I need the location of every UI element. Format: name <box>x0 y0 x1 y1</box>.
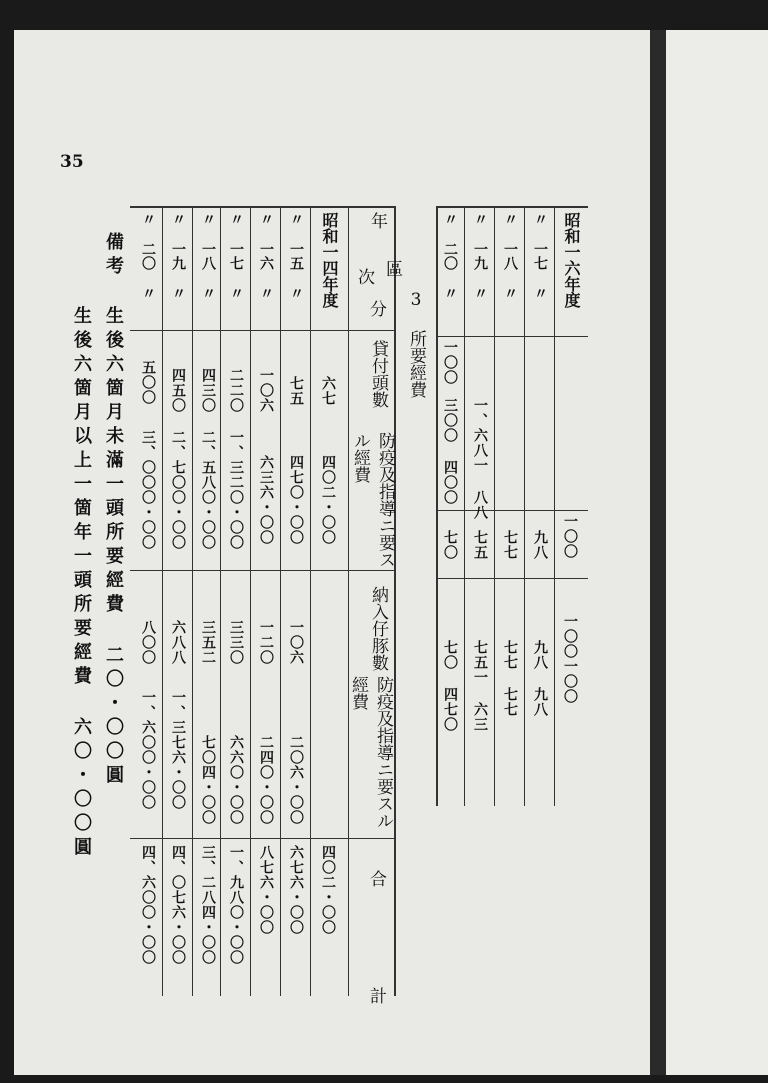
lower-cell: 六六〇・〇〇 <box>228 735 244 825</box>
lower-row-year: 〃 一六 〃 <box>258 212 274 300</box>
lower-cell: 一、三二〇・〇〇 <box>228 430 244 550</box>
lower-cell: 六八八 <box>170 620 186 665</box>
notes-line-2: 生後六箇月以上一箇年一頭所要經費 六〇・〇〇圓 <box>71 306 92 861</box>
lower-cell: 一、三七六・〇〇 <box>170 690 186 810</box>
upper-row-year: 〃 二〇 〃 <box>442 212 458 300</box>
lower-cell: 八〇〇 <box>140 620 156 665</box>
lower-cell: 一、六〇〇・〇〇 <box>140 690 156 810</box>
adjacent-page-edge <box>650 30 768 1075</box>
lower-cell: 一〇六 <box>288 620 304 665</box>
lower-cell: 一〇六 <box>258 368 274 413</box>
upper-row-year: 〃 一九 〃 <box>472 212 488 300</box>
upper-cell: 一〇〇 <box>562 514 578 559</box>
upper-row-year: 〃 一八 〃 <box>502 212 518 300</box>
lower-cell: 二四〇・〇〇 <box>258 735 274 825</box>
lower-row-year: 昭和一四年度 <box>320 212 339 308</box>
lower-cell: 三三〇 <box>228 620 244 665</box>
lower-cell: 三、〇〇〇・〇〇 <box>140 430 156 550</box>
lower-row-year: 〃 二〇 〃 <box>140 212 156 300</box>
notes-line-1: 生後六箇月未滿一頭所要經費 二〇・〇〇圓 <box>103 306 124 789</box>
lower-cell: 八七六・〇〇 <box>258 845 274 935</box>
lower-cell: 二〇六・〇〇 <box>288 735 304 825</box>
upper-cell: 三〇〇 四〇〇 <box>442 398 458 505</box>
lower-cell: 四、六〇〇・〇〇 <box>140 845 156 965</box>
upper-cell: 七七 七七 <box>502 640 518 717</box>
header-corner-bottom: 次 <box>354 268 374 285</box>
lower-cell: 四三〇 <box>200 368 216 413</box>
lower-cell: 二二〇 <box>228 368 244 413</box>
header-corner-mid: 區 <box>382 260 402 277</box>
lower-cell: 七五 <box>288 376 304 406</box>
lower-cell: 六七 <box>320 376 336 406</box>
upper-cell: 七〇 <box>442 530 458 560</box>
lower-cell: 一、九八〇・〇〇 <box>228 845 244 965</box>
lower-cell: 七〇四・〇〇 <box>200 735 216 825</box>
upper-cell: 七七 <box>502 530 518 560</box>
upper-cell: 九八 <box>532 530 548 560</box>
lower-cell: 二、五八〇・〇〇 <box>200 430 216 550</box>
lower-cell: 四五〇 <box>170 368 186 413</box>
upper-row-year: 〃 一七 〃 <box>532 212 548 300</box>
lower-cell: 六三六・〇〇 <box>258 455 274 545</box>
upper-cell: 一〇〇 <box>442 340 458 385</box>
upper-cell: 一〇〇一〇〇 <box>562 614 578 704</box>
lower-cell: 四、〇七六・〇〇 <box>170 845 186 965</box>
upper-cell: 七五一 六三 <box>472 640 488 732</box>
upper-cell: 九八 九八 <box>532 640 548 717</box>
upper-cell: 七〇 四七〇 <box>442 640 458 732</box>
header-corner-top: 年 <box>367 212 387 229</box>
lower-cell: 一二〇 <box>258 620 274 665</box>
lower-row-year: 〃 一八 〃 <box>200 212 216 300</box>
header-col: 納入仔豚數 <box>368 586 388 671</box>
lower-cell: 六七六・〇〇 <box>288 845 304 935</box>
lower-cell: 三、二八四・〇〇 <box>200 845 216 965</box>
lower-cell: 三五二 <box>200 620 216 665</box>
header-corner-right: 分 <box>366 300 386 317</box>
upper-row-year: 昭和一六年度 <box>562 212 581 308</box>
lower-cell: 五〇〇 <box>140 360 156 405</box>
lower-row-year: 〃 一九 〃 <box>170 212 186 300</box>
lower-cell: 四七〇・〇〇 <box>288 455 304 545</box>
page-number: 35 <box>60 152 84 172</box>
header-col: 貸付頭數 <box>368 340 388 408</box>
header-col: 防疫及指導ニ要スル經費 <box>350 432 395 568</box>
section-title: 3 所要經費 <box>406 290 426 398</box>
upper-cell: 七五 <box>472 530 488 560</box>
header-col: 合 計 <box>366 870 386 1044</box>
upper-cell: 一、六八一 八八 <box>472 398 488 520</box>
lower-row-year: 〃 一七 〃 <box>228 212 244 300</box>
notes-label: 備考 <box>103 232 124 280</box>
lower-row-year: 〃 一五 〃 <box>288 212 304 300</box>
lower-cell: 二、七〇〇・〇〇 <box>170 430 186 550</box>
lower-cell: 四〇二・〇〇 <box>320 455 336 545</box>
header-col: 防疫及指導ニ要スル經費 <box>348 676 393 829</box>
lower-cell: 四〇二・〇〇 <box>320 845 336 935</box>
